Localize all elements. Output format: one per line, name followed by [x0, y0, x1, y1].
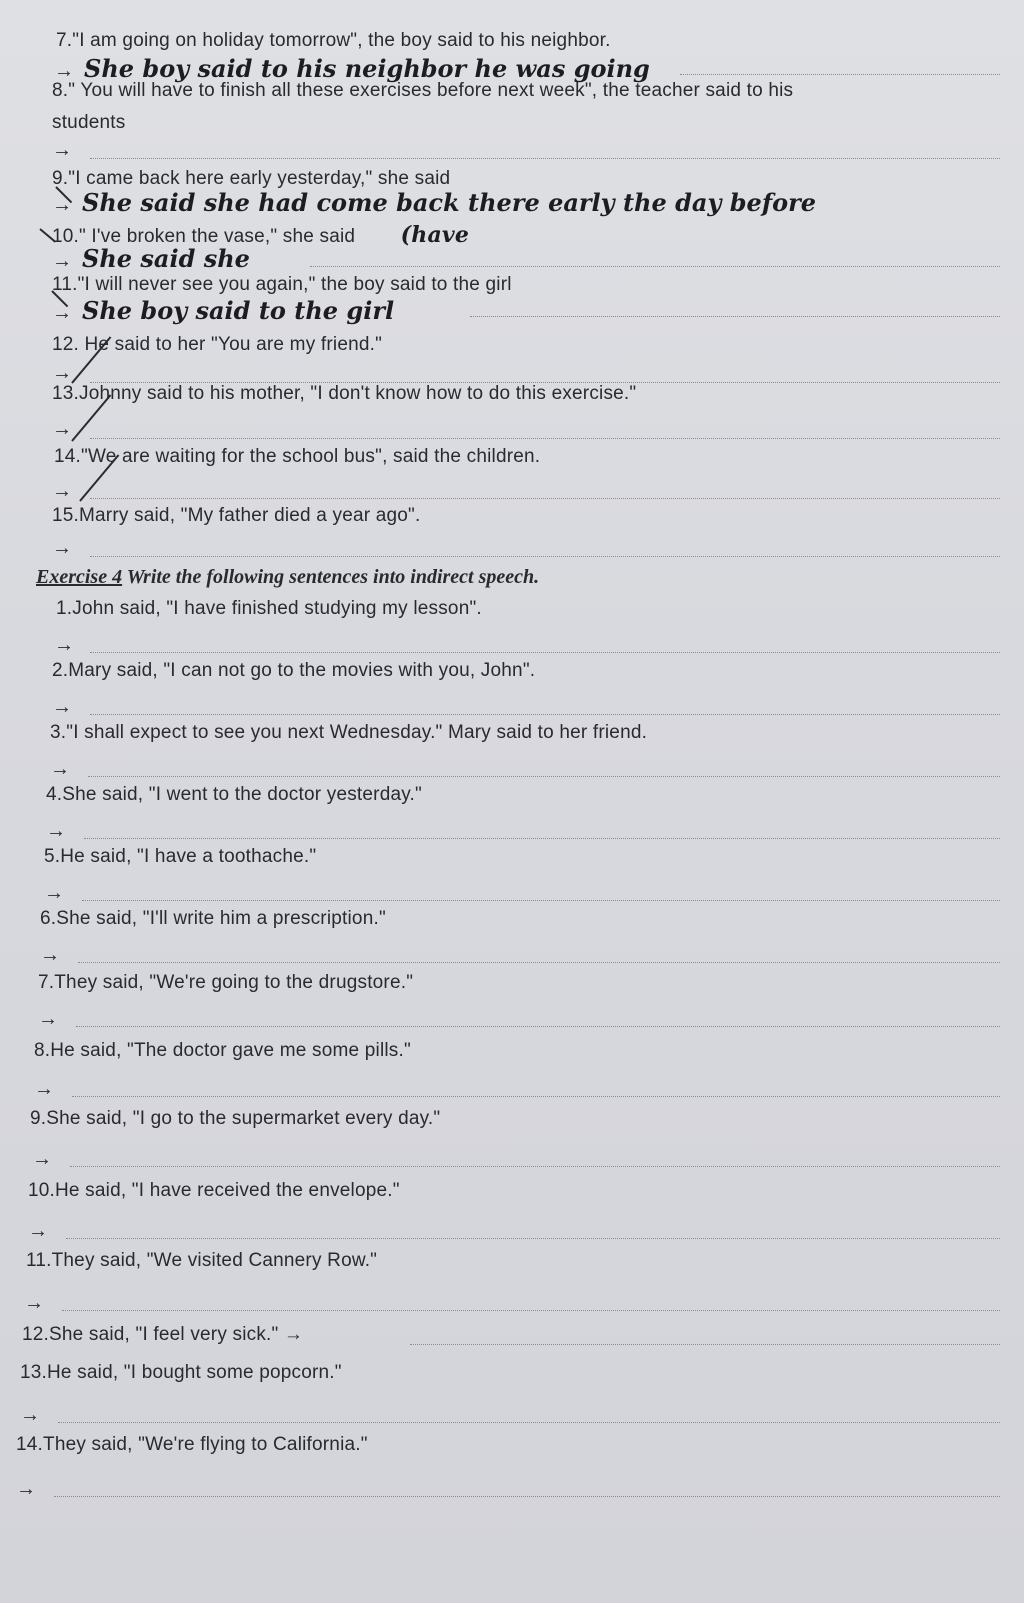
ex4-item-5-prompt: 5.He said, "I have a toothache.": [44, 846, 317, 867]
exercise-4-label: Exercise 4: [36, 566, 123, 588]
answer-dotted-line: [78, 962, 1000, 963]
ex4-item-1-answer-line[interactable]: [54, 634, 80, 657]
ex4-item-13-prompt: 13.He said, "I bought some popcorn.": [20, 1362, 342, 1383]
answer-dotted-line: [62, 1310, 1000, 1311]
answer-dotted-line: [680, 74, 1000, 75]
ex4-item-11-prompt: 11.They said, "We visited Cannery Row.": [26, 1250, 378, 1271]
arrow-icon: →: [52, 194, 72, 216]
handwritten-answer: She boy said to his neighbor he was going: [84, 54, 650, 83]
ex4-item-14-prompt: 14.They said, "We're flying to California.": [16, 1434, 368, 1455]
arrow-icon: →: [50, 758, 70, 780]
answer-dotted-line: [470, 316, 1000, 317]
ex4-item-9-prompt: 9.She said, "I go to the supermarket every day.": [30, 1108, 441, 1129]
answer-dotted-line: [90, 498, 1000, 499]
ex3-item-9-prompt: 9."I came back here early yesterday," she said: [52, 168, 451, 189]
arrow-icon: →: [44, 882, 64, 904]
arrow-icon: →: [52, 696, 72, 718]
ex3-item-8-prompt: 8." You will have to finish all these exercises before next week", the teacher said to his: [52, 80, 794, 101]
arrow-icon: →: [32, 1148, 52, 1170]
ex4-item-5-answer-line[interactable]: [44, 882, 70, 905]
arrow-icon: →: [24, 1292, 44, 1314]
answer-dotted-line: [76, 1026, 1000, 1027]
ex3-item-15-answer-line[interactable]: [52, 537, 78, 560]
arrow-icon: →: [34, 1078, 54, 1100]
answer-dotted-line: [70, 1166, 1000, 1167]
arrow-icon: →: [20, 1404, 40, 1426]
ex4-item-10-prompt: 10.He said, "I have received the envelope.": [28, 1180, 400, 1201]
ex3-item-11-prompt: 11."I will never see you again," the boy said to the girl: [52, 274, 512, 295]
arrow-icon: →: [52, 480, 72, 502]
ex3-item-10-text: 10." I've broken the vase," she said: [52, 226, 356, 247]
ex4-item-6-prompt: 6.She said, "I'll write him a prescription.": [40, 908, 386, 929]
handwritten-answer: She said she had come back there early the day before: [82, 188, 817, 217]
answer-dotted-line: [84, 838, 1000, 839]
arrow-icon: →: [52, 250, 72, 272]
answer-dotted-line: [410, 1344, 1000, 1345]
ex4-item-13-answer-line[interactable]: [20, 1404, 46, 1427]
answer-dotted-line: [310, 266, 1000, 267]
ex3-item-14-prompt: 14."We are waiting for the school bus", said the children.: [54, 446, 541, 467]
answer-dotted-line: [90, 652, 1000, 653]
ex4-item-3-prompt: 3."I shall expect to see you next Wednesday." Mary said to her friend.: [50, 722, 648, 743]
arrow-icon: →: [52, 302, 72, 324]
ex3-item-9-answer-line[interactable]: [52, 188, 816, 217]
ex4-item-11-answer-line[interactable]: [24, 1292, 50, 1315]
arrow-icon: →: [46, 820, 66, 842]
ex4-item-9-answer-line[interactable]: [32, 1148, 58, 1171]
arrow-icon: →: [16, 1478, 36, 1500]
ex3-item-8-answer-line[interactable]: [52, 139, 78, 162]
answer-dotted-line: [66, 1238, 1000, 1239]
ex3-item-7-answer-line[interactable]: [54, 54, 650, 83]
answer-dotted-line: [90, 438, 1000, 439]
ex3-item-12-prompt: 12. He said to her "You are my friend.": [52, 334, 383, 355]
ex4-item-8-answer-line[interactable]: [34, 1078, 60, 1101]
ex4-item-10-answer-line[interactable]: [28, 1220, 54, 1243]
handwritten-answer: She said she: [82, 244, 250, 273]
arrow-icon: →: [52, 418, 72, 440]
arrow-icon: →: [54, 634, 74, 656]
ex4-item-3-answer-line[interactable]: [50, 758, 76, 781]
answer-dotted-line: [88, 776, 1000, 777]
ex4-item-2-prompt: 2.Mary said, "I can not go to the movies with you, John".: [52, 660, 536, 681]
ex4-item-12-prompt: 12.She said, "I feel very sick." →: [22, 1324, 304, 1345]
arrow-icon: →: [54, 60, 74, 82]
ex4-item-2-answer-line[interactable]: [52, 696, 78, 719]
answer-dotted-line: [90, 556, 1000, 557]
arrow-icon: →: [52, 537, 72, 559]
handwritten-note: (have: [400, 222, 470, 248]
ex3-item-8-prompt-cont: students: [52, 112, 126, 133]
ex3-item-7-prompt: 7."I am going on holiday tomorrow", the boy said to his neighbor.: [56, 30, 611, 51]
ex3-item-14-answer-line[interactable]: [52, 480, 78, 503]
arrow-icon: →: [52, 139, 72, 161]
exercise-4-heading: [36, 566, 539, 589]
ex4-item-4-answer-line[interactable]: [46, 820, 72, 843]
ex4-item-1-prompt: 1.John said, "I have finished studying my lesson".: [56, 598, 482, 619]
answer-dotted-line: [72, 1096, 1000, 1097]
ex4-item-7-prompt: 7.They said, "We're going to the drugstore.": [38, 972, 414, 993]
exercise-4-instruction: Write the following sentences into indirect speech.: [126, 566, 540, 588]
ex4-item-8-prompt: 8.He said, "The doctor gave me some pills.": [34, 1040, 411, 1061]
ex3-item-11-answer-line[interactable]: [52, 296, 394, 325]
ex4-item-6-answer-line[interactable]: [40, 944, 66, 967]
ex4-item-7-answer-line[interactable]: [38, 1008, 64, 1031]
answer-dotted-line: [90, 158, 1000, 159]
ex4-item-4-prompt: 4.She said, "I went to the doctor yesterday.": [46, 784, 422, 805]
ex4-item-14-answer-line[interactable]: [16, 1478, 42, 1501]
ex3-item-10-answer-line[interactable]: [52, 244, 250, 273]
arrow-icon: →: [52, 362, 72, 384]
arrow-icon: →: [38, 1008, 58, 1030]
answer-dotted-line: [82, 900, 1000, 901]
arrow-icon: →: [40, 944, 60, 966]
ex3-item-15-prompt: 15.Marry said, "My father died a year ago".: [52, 505, 421, 526]
handwritten-answer: She boy said to the girl: [82, 296, 395, 325]
answer-dotted-line: [58, 1422, 1000, 1423]
answer-dotted-line: [54, 1496, 1000, 1497]
answer-dotted-line: [90, 714, 1000, 715]
arrow-icon: →: [28, 1220, 48, 1242]
ex3-item-13-prompt: 13.Johnny said to his mother, "I don't know how to do this exercise.": [52, 383, 637, 404]
